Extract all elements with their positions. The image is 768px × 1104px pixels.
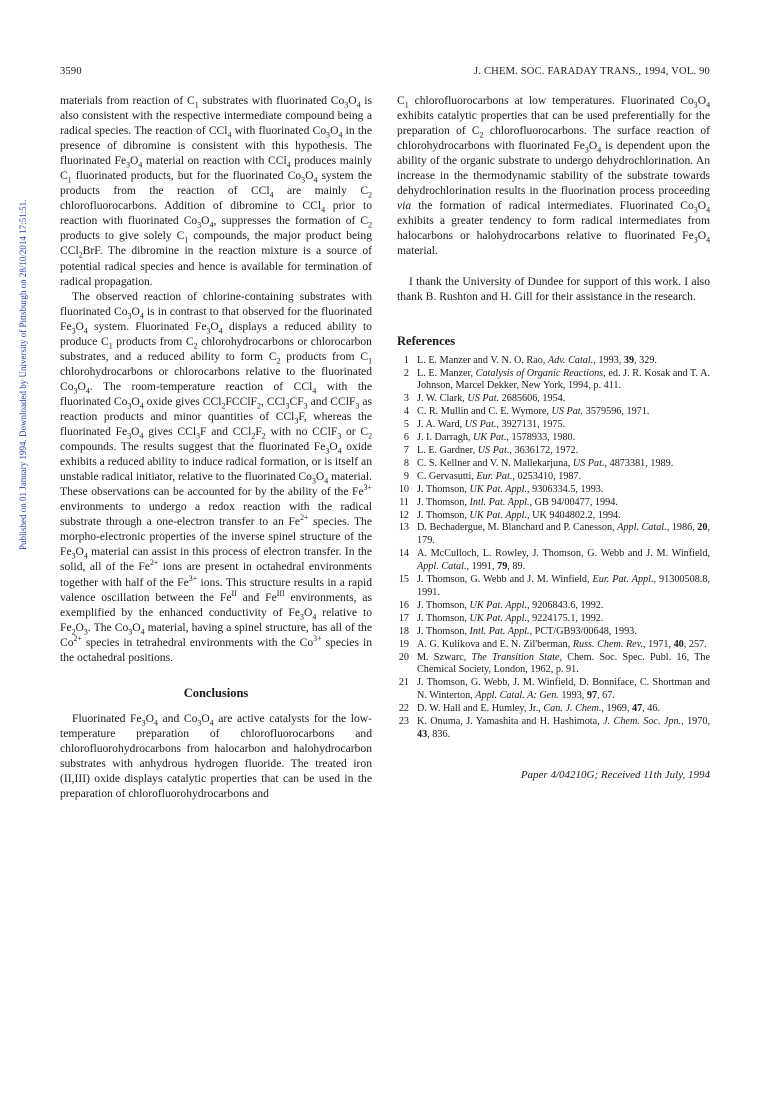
reference-item: 10 J. Thomson, UK Pat. Appl., 9306334.5, 1993. bbox=[398, 483, 604, 495]
reference-item: 3 J. W. Clark, US Pat. 2685606, 1954. bbox=[403, 393, 566, 405]
reference-item: 23 K. Onuma, J. Yamashita and H. Hashimota, J. Chem. Soc. Jpn., 1970, 43, 836. bbox=[398, 716, 710, 740]
reference-item: 22 D. W. Hall and E. Humley, Jr., Can. J. Chem., 1969, 47, 46. bbox=[398, 703, 660, 715]
paper-received-info: Paper 4/04210G; Received 11th July, 1994 bbox=[520, 768, 710, 781]
right-column bbox=[397, 93, 710, 783]
reference-item: 9 C. Gervasutti, Eur. Pat., 0253410, 1987. bbox=[403, 470, 582, 482]
reference-item: 6 J. I. Darragh, UK Pat., 1578933, 1980. bbox=[403, 432, 576, 444]
reference-item: 17 J. Thomson, UK Pat. Appl., 9224175.1, 1992. bbox=[398, 612, 604, 624]
reference-item: 14 A. McCulloch, L. Rowley, J. Thomson, G. Webb and J. M. Winfield, Appl. Catal., 1991, 79, 89. bbox=[398, 548, 710, 573]
conclusions-heading: Conclusions bbox=[183, 685, 249, 700]
references-heading: References bbox=[397, 333, 456, 348]
left-column bbox=[60, 93, 372, 801]
download-notice: Published on 01 January 1994. Downloaded by University of Pittsburgh on 28/10/2014 17:51:51. bbox=[18, 199, 28, 551]
left-paragraph-2: The observed reaction of chlorine-containing substrates with fluorinated $Co_3O_4$ is in contrast to that observed for the fluorinated $Fe_3O_4$ system. Fluorinated $Fe_3O_4$ displays a reduced ability to produce $C_1$ products from $C_2$ chlorohydrocarbons or chlorocarbon substrates, and a reduced ability to form $C_2$ products from $C_1$ chlorohydrocarbons or chlorocarbons relative to the fluorinated $Co_3O_4$. The room-temperature reaction of CCl$_4$ with the fluorinated $Co_3O_4$ oxide gives CCl$_2$FCClF$_2$, $CCl_3CF_3$ and CClF$_3$ as reaction products and minor quantities of CCl$_3$F, whereas the fluorinated $Fe_3O_4$ gives CCl$_3$F and $CCl_2F_2$ with no CClF$_3$ or $C_2$ compounds. The results suggest that the fluorinated $Fe_3O_4$ oxide exhibits a reduced ability to induce radical formation, or is itself an unstable radical initiator, relative to the fluorinated $Co_3O_4$ material. These observations can be accounted for by the ability of the $Fe^{3+}$ environments to undergo a redox reaction with the radical substrate through a one-electron transfer to an $Fe^{2+}$ species. The morpho-electronic properties of the inverse spinel structure of the $Fe_3O_4$ material can assist in this process of electron transfer. In the solid, all of the $Fe^{2+}$ ions are present in octahedral environments together with half of the $Fe^{3+}$ ions. This structure results in a rapid valence oscillation between the $Fe^{II}$ and $Fe^{III}$ environments, as exemplified by the enhanced conductivity of $Fe_3O_4$ relative to $Fe_2O_3$. The $Co_3O_4$ material, having a spinel structure, has all of the $Co^{2+}$ species in tetrahedral environments with the $Co^{3+}$ species in the octahedral positions. bbox=[60, 289, 373, 664]
reference-item: 8 C. S. Kellner and V. N. Mallekarjuna, US Pat., 4873381, 1989. bbox=[403, 457, 674, 469]
conclusions-paragraph: Fluorinated $Fe_3O_4$ and $Co_3O_4$ are active catalysts for the low-temperature preparation of chlorofluorocarbons and chlorofluorohydrocarbons from halocarbon and halohydrocarbon substrates with anhydrous hydrogen fluoride. The treated iron (II,III) oxide displays catalytic properties that can be used in the preparation of chlorofluorohydrocarbons and bbox=[60, 711, 372, 801]
reference-item: 4 C. R. Mullin and C. E. Wymore, US Pat. 3579596, 1971. bbox=[403, 406, 650, 418]
reference-item: 18 J. Thomson, Intl. Pat. Appl., PCT/GB93/00648, 1993. bbox=[398, 625, 637, 637]
reference-item: 21 J. Thomson, G. Webb, J. M. Winfield, D. Bonniface, C. Shortman and N. Winterton, Appl. Catal. A: Gen. 1993, 97, 67. bbox=[398, 677, 710, 702]
reference-item: 16 J. Thomson, UK Pat. Appl., 9206843.6, 1992. bbox=[398, 599, 604, 611]
reference-item: 19 A. G. Kulikova and E. N. Zil'berman, Russ. Chem. Rev., 1971, 40, 257. bbox=[398, 638, 707, 650]
reference-item: 20 M. Szwarc, The Transition State, Chem. Soc. Spec. Publ. 16, The Chemical Society, London, 1962, p. 91. bbox=[398, 651, 710, 676]
reference-item: 2 L. E. Manzer, Catalysis of Organic Reactions, ed. J. R. Kosak and T. A. Johnson, Marcel Dekker, New York, 1994, p. 411. bbox=[403, 367, 710, 392]
page-number: 3590 bbox=[60, 66, 82, 77]
reference-item: 5 J. A. Ward, US Pat., 3927131, 1975. bbox=[403, 419, 566, 431]
reference-item: 12 J. Thomson, UK Pat. Appl., UK 9404802.2, 1994. bbox=[398, 509, 621, 521]
reference-item: 7 L. E. Gardner, US Pat., 3636172, 1972. bbox=[403, 445, 579, 456]
acknowledgement: I thank the University of Dundee for support of this work. I also thank B. Rushton and H. Gill for their assistance in the research. bbox=[397, 274, 710, 303]
reference-item: 15 J. Thomson, G. Webb and J. M. Winfield, Eur. Pat. Appl., 91300508.8, 1991. bbox=[398, 574, 710, 598]
journal-header: J. CHEM. SOC. FARADAY TRANS., 1994, VOL. 90 bbox=[474, 66, 710, 77]
right-paragraph-1: $C_1$ chlorofluorocarbons at low temperatures. Fluorinated $Co_3O_4$ exhibits catalytic properties that can be used preferentially for the preparation of $C_2$ chlorofluorocarbons. The surface reaction of chlorohydrocarbons with fluorinated $Fe_3O_4$ is dependent upon the ability of the organic substrate to undergo dehydrochlorination. An increase in the thermodynamic stability of the substrate towards dehydrochlorination results in the fluorination process proceeding via the formation of radical intermediates. Fluorinated $Co_3O_4$ exhibits a greater tendency to form radical intermediates from halocarbons or halohydrocarbons relative to fluorinated $Fe_3O_4$ material. bbox=[397, 94, 710, 258]
left-paragraph-1: materials from reaction of $C_1$ substrates with fluorinated $Co_3O_4$ is also consistent with the respective intermediate compound being a radical species. The reaction of CCl$_4$ with fluorinated $Co_3O_4$ in the presence of dibromine is consistent with this hypothesis. The fluorinated $Fe_3O_4$ material on reaction with CCl$_4$ produces mainly $C_1$ fluorinated products, but for the fluorinated $Co_3O_4$ system the products from the reaction of CCl$_4$ are mainly $C_2$ chlorofluorocarbons. Addition of dibromine to CCl$_4$ prior to reaction with fluorinated $Co_3O_4$, suppresses the formation of $C_2$ products to give solely $C_1$ compounds, the major product being CCl$_2$BrF. The dibromine in the reaction mixture is a source of potential radical species and hence is available for termination of radical propagation. bbox=[60, 94, 372, 288]
reference-item: 11 J. Thomson, Intl. Pat. Appl., GB 94/00477, 1994. bbox=[399, 496, 618, 508]
reference-item: 13 D. Bechadergue, M. Blanchard and P. Canesson, Appl. Catal., 1986, 20, 179. bbox=[398, 522, 710, 547]
reference-item: 1 L. E. Manzer and V. N. O. Rao, Adv. Catal., 1993, 39, 329. bbox=[403, 354, 657, 366]
reference-list bbox=[397, 355, 710, 742]
